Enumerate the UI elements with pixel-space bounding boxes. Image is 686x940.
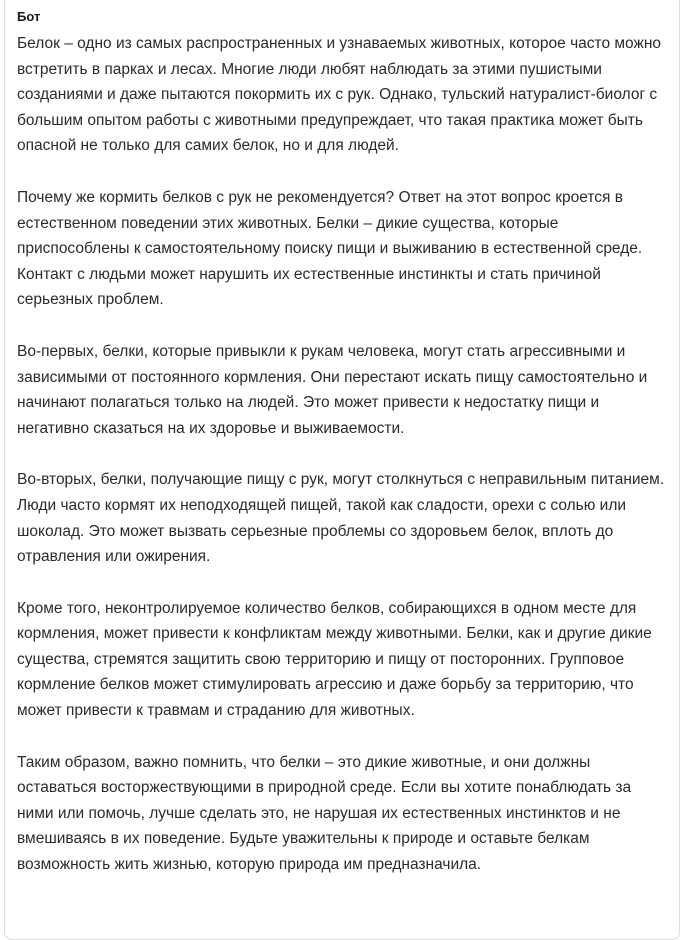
message-paragraph-5: Кроме того, неконтролируемое количество белков, собирающихся в одном месте для кормления, может привести к конфликтам между животными. Белки, как и другие дикие существа, стремятся защитить свою территорию и пищу от посторонних. Групповое кормление белков может стимулировать агрессию и даже борьбу за территорию, что может привести к травмам и страданию для животных. [17, 599, 652, 720]
message-paragraph-6: Таким образом, важно помнить, что белки – это дикие животные, и они должны оставаться восторжествующими в природной среде. Если вы хотите понаблюдать за ними или помочь, лучше сделать это, не нарушая их естественных инстинктов и не вмешиваясь в их поведение. Будьте уважительны к природе и оставьте белкам возможность жить жизнью, которую природа им предназначила. [17, 753, 632, 874]
message-paragraph-2: Почему же кормить белков с рук не рекомендуется? Ответ на этот вопрос кроется в естественном поведении этих животных. Белки – дикие существа, которые приспособлены к самостоятельному поиску пищи и выживанию в естественной среде. Контакт с людьми может нарушить их естественные инстинкты и стать причиной серьезных проблем. [17, 188, 643, 309]
message-paragraph-3: Во-первых, белки, которые привыкли к рукам человека, могут стать агрессивными и зависимыми от постоянного кормления. Они перестают искать пищу самостоятельно и начинают полагаться только на людей. Это может привести к недостатку пищи и негативно сказаться на их здоровье и выживаемости. [17, 342, 648, 437]
message-paragraph-4: Во-вторых, белки, получающие пищу с рук, могут столкнуться с неправильным питанием. Люди часто кормят их неподходящей пищей, такой как сладости, орехи с солью или шоколад. Это может вызвать серьезные проблемы со здоровьем белок, вплоть до отравления или ожирения. [17, 471, 665, 566]
message-paragraph-1: Белок – одно из самых распространенных и узнаваемых животных, которое часто можно встретить в парках и лесах. Многие люди любят наблюдать за этими пушистыми созданиями и даже пытаются покормить их с рук. Однако, тульский натуралист-биолог с большим опытом работы с животными предупреждает, что такая практика может быть опасной не только для самих белок, но и для людей. [17, 35, 662, 155]
bot-message-card [4, 0, 680, 940]
message-sender-name: Бот [17, 9, 41, 24]
